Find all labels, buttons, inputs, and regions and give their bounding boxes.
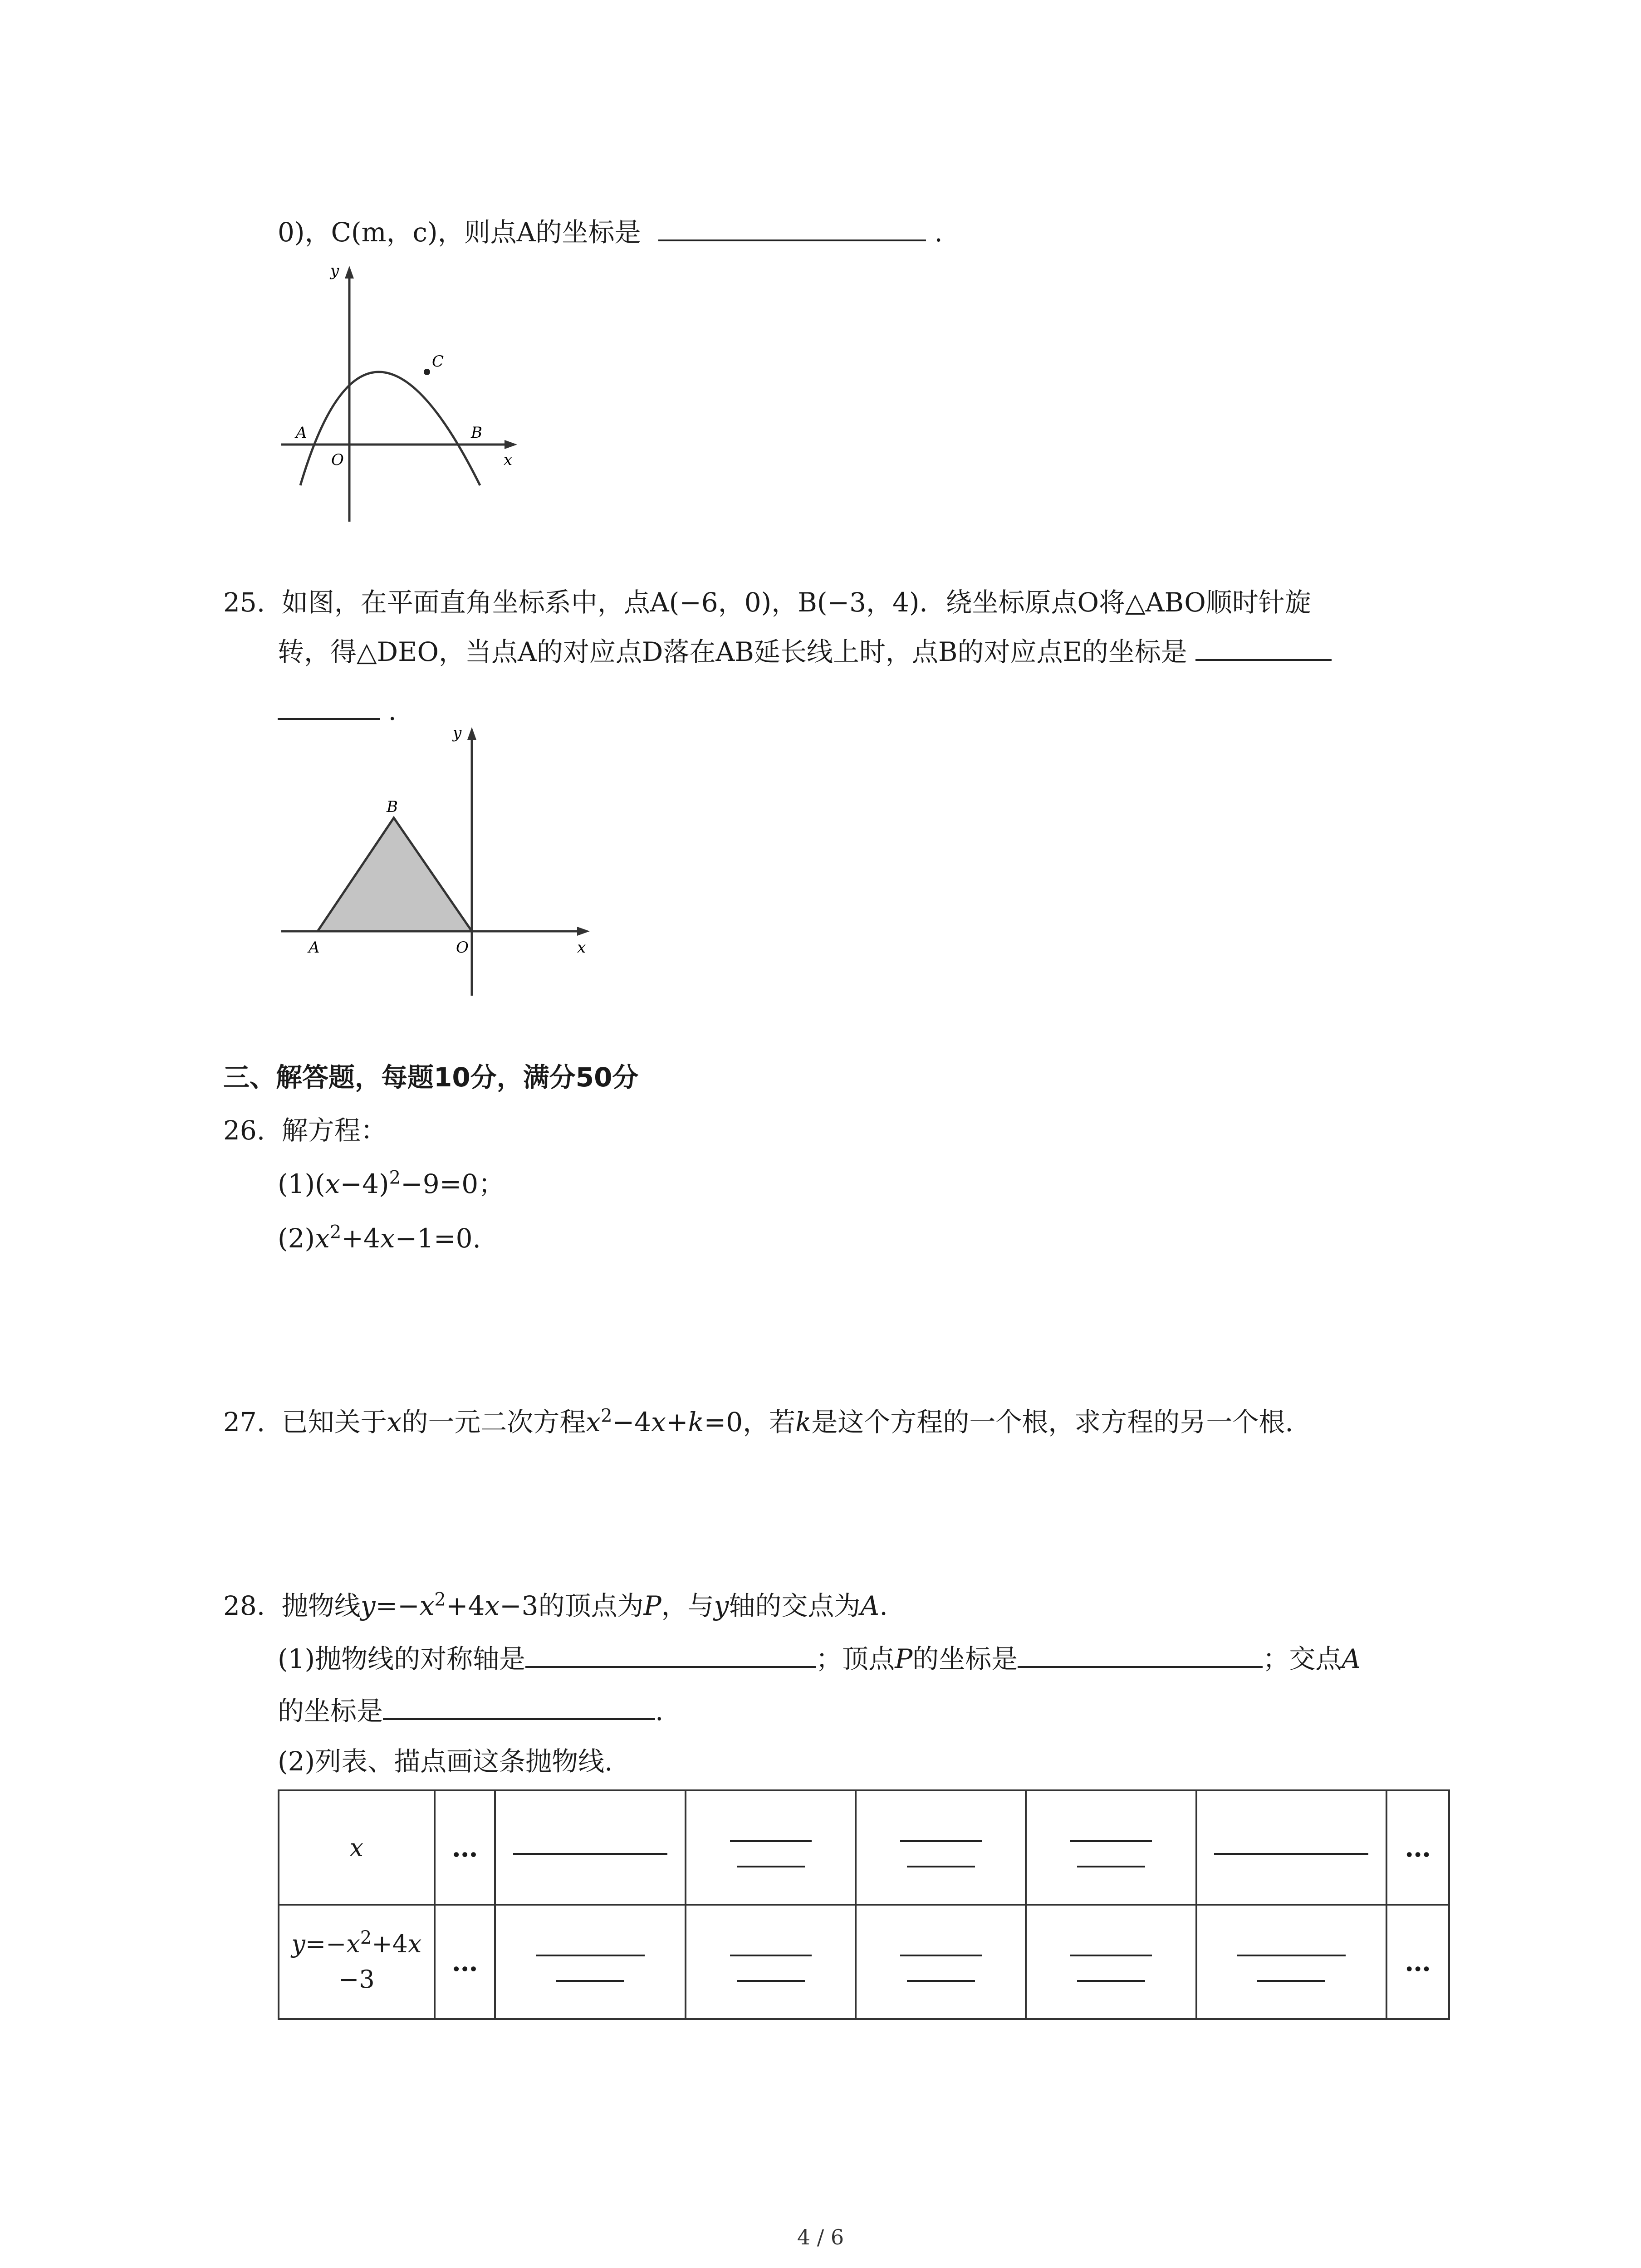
q27-line	[223, 1404, 1293, 1440]
q27-var-x1: x	[387, 1407, 402, 1437]
q25-text-line1: 如图，在平面直角坐标系中，点A(−6，0)，B(−3，4)．绕坐标原点O将△ABO顺时针旋	[281, 587, 1311, 618]
q24-period: .	[934, 217, 943, 248]
row2-var-x: x	[346, 1930, 360, 1958]
row2-b: =−	[305, 1930, 347, 1958]
q27-var-k1: k	[688, 1407, 704, 1437]
q26-p1-c: −9=0；	[401, 1168, 505, 1199]
q28-p1-a: (1)抛物线的对称轴是	[278, 1643, 526, 1674]
q28-number: 28.	[223, 1590, 265, 1621]
q25-number: 25.	[223, 587, 265, 618]
ellipsis: …	[451, 1832, 478, 1863]
q27-exponent: 2	[601, 1405, 612, 1427]
q26-part1	[278, 1166, 505, 1202]
q26-part2	[278, 1220, 481, 1256]
q28-stem-g: .	[879, 1590, 888, 1621]
row2-var-x2: x	[407, 1930, 422, 1958]
q27-var-x2: x	[586, 1407, 601, 1437]
row2-c: +4	[372, 1930, 408, 1958]
fig24-point-C	[424, 369, 430, 375]
q28-p1-d: ；交点	[1263, 1643, 1342, 1674]
q27-b: 的一元二次方程	[402, 1407, 586, 1437]
figure-24-parabola	[272, 263, 526, 526]
row1-label-cell	[279, 1790, 435, 1905]
q26-p1-var-x: x	[325, 1168, 340, 1199]
q28-stem-line	[223, 1588, 888, 1624]
fig24-label-O: O	[331, 451, 344, 469]
fig25-label-x: x	[577, 938, 586, 957]
row2-cell-1[interactable]	[495, 1905, 686, 2019]
row1-cell-4[interactable]	[1026, 1790, 1196, 1905]
q26-p1-b: −4)	[340, 1168, 389, 1199]
q28-p1-b: ；顶点	[816, 1643, 895, 1674]
q27-d: +	[666, 1407, 688, 1437]
q28-stem-a: 抛物线	[281, 1590, 361, 1621]
fig25-y-arrow	[467, 727, 476, 740]
row2-var-y: y	[291, 1930, 305, 1958]
row1-label-x: x	[349, 1833, 364, 1862]
q28-part1-line1	[278, 1640, 1361, 1677]
q24-answer-blank[interactable]	[658, 213, 926, 241]
q28-stem-d: −3的顶点为	[500, 1590, 644, 1621]
q28-var-y2: y	[714, 1590, 729, 1621]
q25-text-line2: 转，得△DEO，当点A的对应点D落在AB延长线上时，点B的对应点E的坐标是	[278, 636, 1187, 667]
q26-p1-exponent: 2	[389, 1167, 401, 1188]
q28-var-x: x	[419, 1590, 435, 1621]
row1-cell-1[interactable]	[495, 1790, 686, 1905]
ellipsis: …	[1405, 1832, 1431, 1863]
row2-ellipsis-right	[1386, 1905, 1449, 2019]
q28-p1-var-A: A	[1342, 1643, 1361, 1674]
q26-p2-var-x: x	[315, 1223, 330, 1254]
row2-ellipsis-left	[435, 1905, 495, 2019]
fig24-label-B: B	[471, 424, 482, 442]
q28-vertex-blank[interactable]	[1018, 1640, 1263, 1668]
q28-part2: (2)列表、描点画这条抛物线.	[278, 1746, 613, 1777]
fig25-triangle-ABO	[318, 818, 472, 931]
q26-stem: 解方程：	[281, 1115, 387, 1146]
table-row-y	[279, 1905, 1449, 2019]
q28-p1-line2: 的坐标是	[278, 1696, 383, 1726]
fig24-label-A: A	[296, 424, 307, 442]
fig25-label-O: O	[456, 938, 469, 957]
fig24-x-arrow	[505, 440, 517, 449]
q25-period: .	[388, 695, 397, 726]
row2-cell-4[interactable]	[1026, 1905, 1196, 2019]
fig24-label-x: x	[504, 451, 513, 469]
q26-number: 26.	[223, 1115, 265, 1146]
page-number: 4 / 6	[797, 2225, 844, 2249]
row1-ellipsis-right	[1386, 1790, 1449, 1905]
q27-a: 已知关于	[281, 1407, 387, 1437]
q28-p1-period: .	[655, 1696, 664, 1726]
fig24-parabola-curve	[300, 372, 480, 485]
table-row-x	[279, 1790, 1449, 1905]
q25-answer-blank-a[interactable]	[1195, 633, 1332, 661]
q28-p1-c: 的坐标是	[912, 1643, 1018, 1674]
q28-stem-c: +4	[446, 1590, 485, 1621]
row2-label-cell	[279, 1905, 435, 2019]
q25-line1	[223, 584, 1311, 621]
row1-cell-3[interactable]	[856, 1790, 1026, 1905]
fig25-label-A: A	[309, 938, 320, 957]
q28-var-P: P	[643, 1590, 661, 1621]
q28-stem-e: ，与	[661, 1590, 714, 1621]
q28-var-y: y	[360, 1590, 376, 1621]
figure-25-triangle	[272, 723, 599, 1005]
q25-line2	[278, 633, 1332, 670]
q27-var-x3: x	[651, 1407, 666, 1437]
fig25-label-y: y	[453, 724, 462, 742]
row1-cell-5[interactable]	[1196, 1790, 1387, 1905]
fig24-y-arrow	[345, 266, 354, 279]
q27-f: 是这个方程的一个根，求方程的另一个根.	[811, 1407, 1293, 1437]
q27-e: =0，若	[704, 1407, 796, 1437]
row2-cell-3[interactable]	[856, 1905, 1026, 2019]
section3-heading: 三、解答题，每题10分，满分50分	[223, 1062, 639, 1093]
q28-axis-blank[interactable]	[525, 1640, 816, 1668]
ellipsis: …	[1405, 1946, 1431, 1977]
fig24-label-y: y	[330, 263, 339, 280]
q24-tail-line	[278, 213, 943, 250]
q28-stem-f: 轴的交点为	[729, 1590, 861, 1621]
q26-p2-b: +4	[341, 1223, 380, 1254]
q26-p2-a: (2)	[278, 1223, 315, 1254]
row1-cell-2[interactable]	[686, 1790, 856, 1905]
q28-var-A: A	[860, 1590, 880, 1621]
row2-d: −3	[338, 1965, 375, 1994]
q26-p2-var-x2: x	[380, 1223, 395, 1254]
row2-exponent: 2	[360, 1927, 372, 1948]
row2-cell-2[interactable]	[686, 1905, 856, 2019]
q26-p1-a: (1)(	[278, 1168, 325, 1199]
q27-var-k2: k	[795, 1407, 812, 1437]
q28-exponent: 2	[434, 1589, 446, 1610]
q26-p2-c: −1=0.	[395, 1223, 481, 1254]
q26-p2-exponent: 2	[329, 1222, 342, 1243]
q28-value-table	[278, 1789, 1450, 2020]
q25-answer-blank-b[interactable]	[278, 692, 380, 720]
q28-p1-var-P: P	[895, 1643, 913, 1674]
fig25-x-arrow	[577, 927, 590, 936]
q26-stem-line	[223, 1112, 387, 1149]
row1-ellipsis-left	[435, 1790, 495, 1905]
q28-stem-b: =−	[375, 1590, 420, 1621]
ellipsis: …	[451, 1946, 478, 1977]
fig24-label-C: C	[432, 352, 444, 371]
q28-part1-line2	[278, 1692, 663, 1729]
row2-cell-5[interactable]	[1196, 1905, 1387, 2019]
q24-tail-text: 0)，C(m，c)，则点A的坐标是	[278, 217, 641, 248]
fig25-label-B: B	[387, 798, 398, 816]
q28-var-x2: x	[485, 1590, 500, 1621]
q28-intersection-blank[interactable]	[383, 1692, 655, 1720]
q27-c: −4	[612, 1407, 652, 1437]
q27-number: 27.	[223, 1407, 265, 1437]
